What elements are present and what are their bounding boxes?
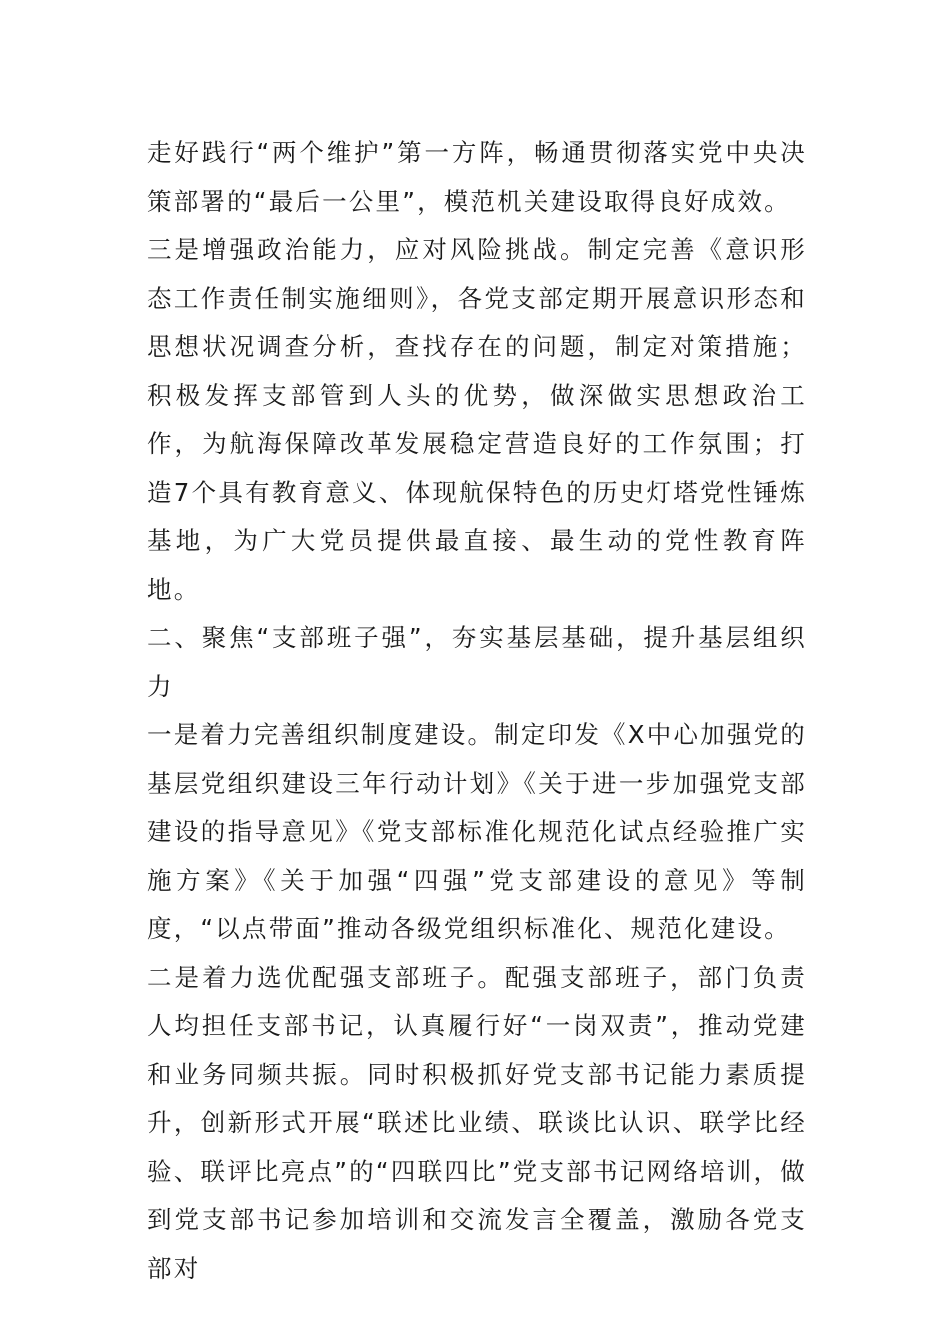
section-heading-branch-strength: 二、聚焦“支部班子强”，夯实基层基础，提升基层组织力: [147, 623, 807, 701]
paragraph-model-organ-results: 走好践行“两个维护”第一方阵，畅通贯彻落实党中央决策部署的“最后一公里”，模范机关建设取得良好成效。: [147, 138, 807, 216]
paragraph-organization-system: 一是着力完善组织制度建设。制定印发《X中心加强党的基层党组织建设三年行动计划》《关于进一步加强党支部建设的指导意见》《党支部标准化规范化试点经验推广实施方案》《关于加强“四强”党支部建设的意见》等制度，“以点带面”推动各级党组织标准化、规范化建设。: [147, 720, 807, 943]
paragraph-political-capacity: 三是增强政治能力，应对风险挑战。制定完善《意识形态工作责任制实施细则》，各党支部定期开展意识形态和思想状况调查分析，查找存在的问题，制定对策措施；积极发挥支部管到人头的优势，做深做实思想政治工作，为航海保障改革发展稳定营造良好的工作氛围；打造7个具有教育意义、体现航保特色的历史灯塔党性锤炼基地，为广大党员提供最直接、最生动的党性教育阵地。: [147, 235, 807, 604]
paragraph-branch-leadership: 二是着力选优配强支部班子。配强支部班子，部门负责人均担任支部书记，认真履行好“一岗双责”，推动党建和业务同频共振。同时积极抓好党支部书记能力素质提升，创新形式开展“联述比业绩、联谈比认识、联学比经验、联评比亮点”的“四联四比”党支部书记网络培训，做到党支部书记参加培训和交流发言全覆盖，激励各党支部对: [147, 962, 807, 1283]
document-body: [147, 129, 807, 1293]
